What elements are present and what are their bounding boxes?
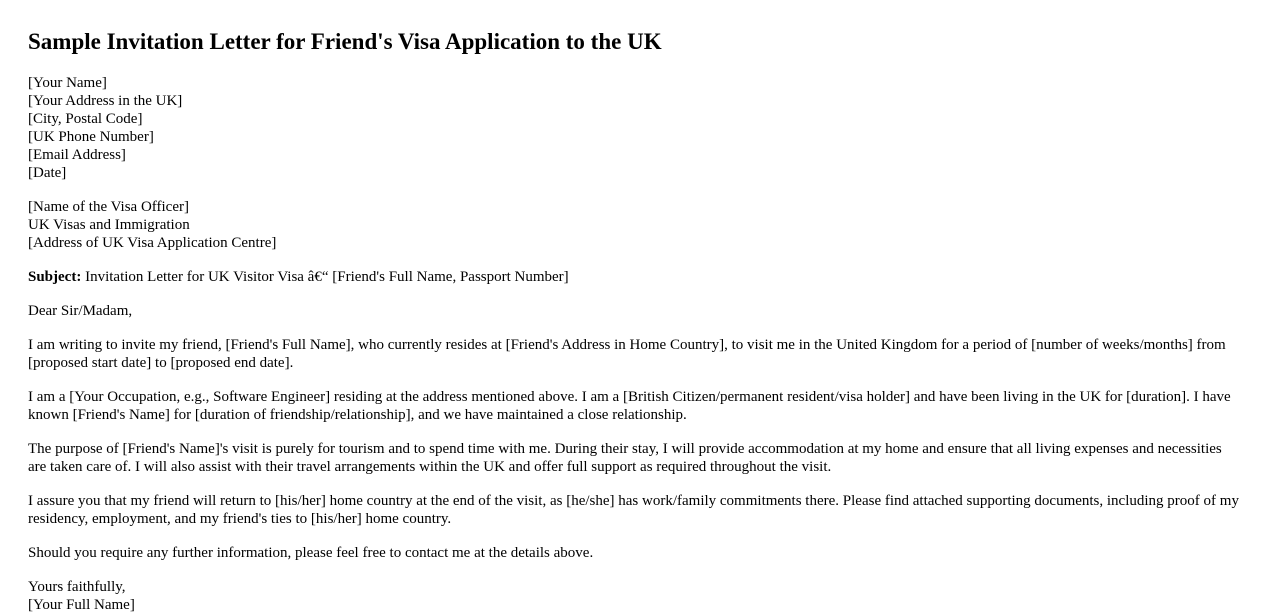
page-title: Sample Invitation Letter for Friend's Visa Application to the UK — [28, 29, 662, 54]
body-paragraph-invitation: I am writing to invite my friend, [Friend's Full Name], who currently resides at [Friend's Address in Home Country], to visit me in the United Kingdom for a period of [number of weeks/months] from [proposed start date] to [proposed end date]. — [28, 337, 1226, 371]
subject-line — [28, 268, 1240, 286]
body-paragraph-contact: Should you require any further information, please feel free to contact me at the details above. — [28, 545, 594, 561]
recipient-address-block — [28, 198, 1240, 252]
body-paragraph-assurance: I assure you that my friend will return to [his/her] home country at the end of the visit, as [he/she] has work/family commitments there. Please find attached supporting documents, including proof of my residency, employment, and my friend's ties to [his/her] home country. — [28, 493, 1239, 527]
recipient-address-line: [Address of UK Visa Application Centre] — [28, 235, 277, 251]
sender-address-block — [28, 74, 1240, 182]
body-paragraph-purpose: The purpose of [Friend's Name]'s visit is purely for tourism and to spend time with me. During their stay, I will provide accommodation at my home and ensure that all living expenses and necessities are taken care of. I will also assist with their travel arrangements within the UK and offer full support as required throughout the visit. — [28, 441, 1222, 475]
sender-phone-line: [UK Phone Number] — [28, 129, 154, 145]
recipient-agency-line: UK Visas and Immigration — [28, 217, 190, 233]
recipient-officer-line: [Name of the Visa Officer] — [28, 199, 189, 215]
sender-city-line: [City, Postal Code] — [28, 111, 143, 127]
subject-text: Invitation Letter for UK Visitor Visa â€“ [Friend's Full Name, Passport Number] — [81, 269, 569, 285]
sender-email-line: [Email Address] — [28, 147, 126, 163]
sender-address-line: [Your Address in the UK] — [28, 93, 183, 109]
closing-line: Yours faithfully, — [28, 579, 126, 595]
subject-label: Subject: — [28, 269, 82, 285]
sender-name-line: [Your Name] — [28, 75, 107, 91]
salutation: Dear Sir/Madam, — [28, 303, 133, 319]
body-paragraph-occupation: I am a [Your Occupation, e.g., Software Engineer] residing at the address mentioned above. I am a [British Citizen/permanent resident/visa holder] and have been living in the UK for [duration]. I have known [Friend's Name] for [duration of friendship/relationship], and we have maintained a close relationship. — [28, 389, 1231, 423]
sender-date-line: [Date] — [28, 165, 67, 181]
signature-name-line: [Your Full Name] — [28, 597, 135, 613]
closing-block — [28, 578, 1240, 614]
